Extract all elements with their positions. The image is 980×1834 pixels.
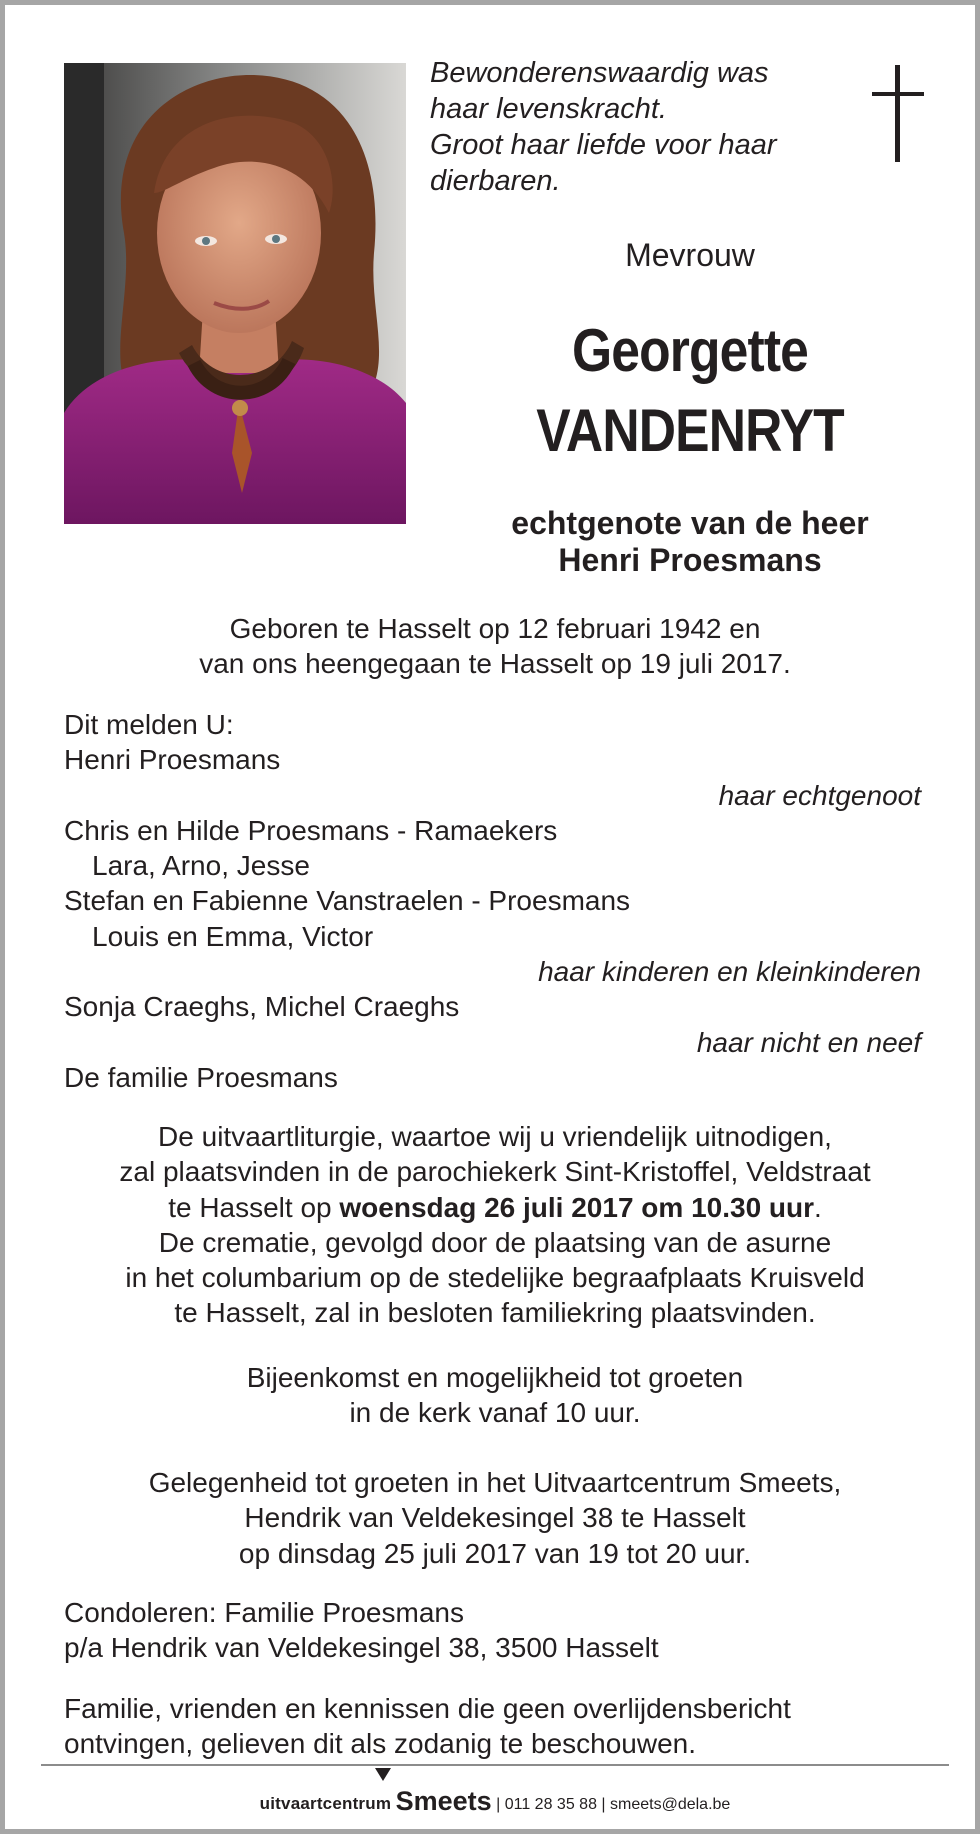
verse-line: Bewonderenswaardig was — [430, 57, 769, 89]
brand-label: uitvaartcentrum — [259, 1794, 392, 1813]
condolences-line: Condoleren: Familie Proesmans — [64, 1597, 464, 1628]
cross-icon — [868, 65, 928, 165]
last-name: VANDENRYT — [536, 397, 844, 464]
brand-name: Smeets — [395, 1786, 492, 1816]
visitation-line: Gelegenheid tot groeten in het Uitvaartcentrum Smeets, — [148, 1467, 842, 1498]
list-item: Henri Proesmans — [64, 744, 281, 776]
liturgy-line — [64, 1190, 926, 1225]
footer-divider — [41, 1764, 949, 1766]
visitation-line: op dinsdag 25 juli 2017 van 19 tot 20 uur. — [238, 1537, 752, 1569]
funeral-home-footer — [5, 1781, 980, 1825]
spouse-name: Henri Proesmans — [558, 542, 822, 578]
contact-info: | 011 28 35 88 | smeets@dela.be — [496, 1796, 731, 1813]
list-item: Lara, Arno, Jesse — [92, 850, 310, 882]
portrait-photo — [64, 63, 406, 524]
first-name: Georgette — [572, 317, 808, 384]
footer-arrow-icon — [375, 1768, 391, 1781]
list-item: Sonja Craeghs, Michel Craeghs — [64, 991, 460, 1023]
notice-info — [64, 1691, 926, 1762]
birth-line: Geboren te Hasselt op 12 februari 1942 en — [229, 613, 761, 644]
verse-line: haar levenskracht. — [430, 93, 667, 125]
verse-line: dierbaren. — [430, 165, 561, 197]
spouse-info — [450, 505, 930, 579]
announce-intro: Dit melden U: — [64, 709, 234, 740]
relation-label: haar nicht en neef — [696, 1026, 921, 1058]
notice-line: Familie, vrienden en kennissen die geen overlijdensbericht — [64, 1693, 791, 1724]
condolences-info — [64, 1595, 926, 1666]
list-item: De familie Proesmans — [64, 1061, 338, 1093]
verse — [430, 55, 860, 199]
condolences-address: p/a Hendrik van Veldekesingel 38, 3500 Hasselt — [64, 1632, 659, 1664]
spouse-line: echtgenote van de heer — [511, 505, 869, 541]
birth-death-info — [64, 611, 926, 682]
verse-line: Groot haar liefde voor haar — [430, 129, 777, 161]
cremation-line: in het columbarium op de stedelijke begraafplaats Kruisveld — [125, 1262, 865, 1294]
liturgy-prefix: te Hasselt op — [168, 1191, 340, 1223]
list-item: Louis en Emma, Victor — [92, 920, 374, 952]
relation-label: haar echtgenoot — [718, 779, 921, 811]
list-item: Stefan en Fabienne Vanstraelen - Proesmans — [64, 885, 631, 917]
liturgy-date: woensdag 26 juli 2017 om 10.30 uur — [339, 1191, 815, 1223]
gathering-line: Bijeenkomst en mogelijkheid tot groeten — [246, 1362, 744, 1393]
gathering-info — [64, 1360, 926, 1431]
notice-line: ontvingen, gelieven dit als zodanig te beschouwen. — [64, 1728, 696, 1760]
visitation-line: Hendrik van Veldekesingel 38 te Hasselt — [244, 1502, 746, 1534]
announcement-list — [64, 707, 926, 1095]
liturgy-info — [64, 1119, 926, 1331]
liturgy-line: zal plaatsvinden in de parochiekerk Sint-Kristoffel, Veldstraat — [119, 1156, 871, 1188]
death-line: van ons heengegaan te Hasselt op 19 juli 2017. — [199, 648, 791, 680]
deceased-name — [484, 311, 897, 471]
visitation-info — [64, 1465, 926, 1571]
gathering-line: in de kerk vanaf 10 uur. — [349, 1397, 641, 1429]
honorific: Mevrouw — [625, 237, 755, 273]
cremation-line: te Hasselt, zal in besloten familiekring plaatsvinden. — [174, 1297, 816, 1329]
liturgy-suffix: . — [814, 1191, 822, 1223]
list-item: Chris en Hilde Proesmans - Ramaekers — [64, 814, 558, 846]
liturgy-line: De uitvaartliturgie, waartoe wij u vriendelijk uitnodigen, — [158, 1121, 832, 1152]
cremation-line: De crematie, gevolgd door de plaatsing van de asurne — [158, 1226, 832, 1258]
relation-label: haar kinderen en kleinkinderen — [538, 956, 921, 988]
